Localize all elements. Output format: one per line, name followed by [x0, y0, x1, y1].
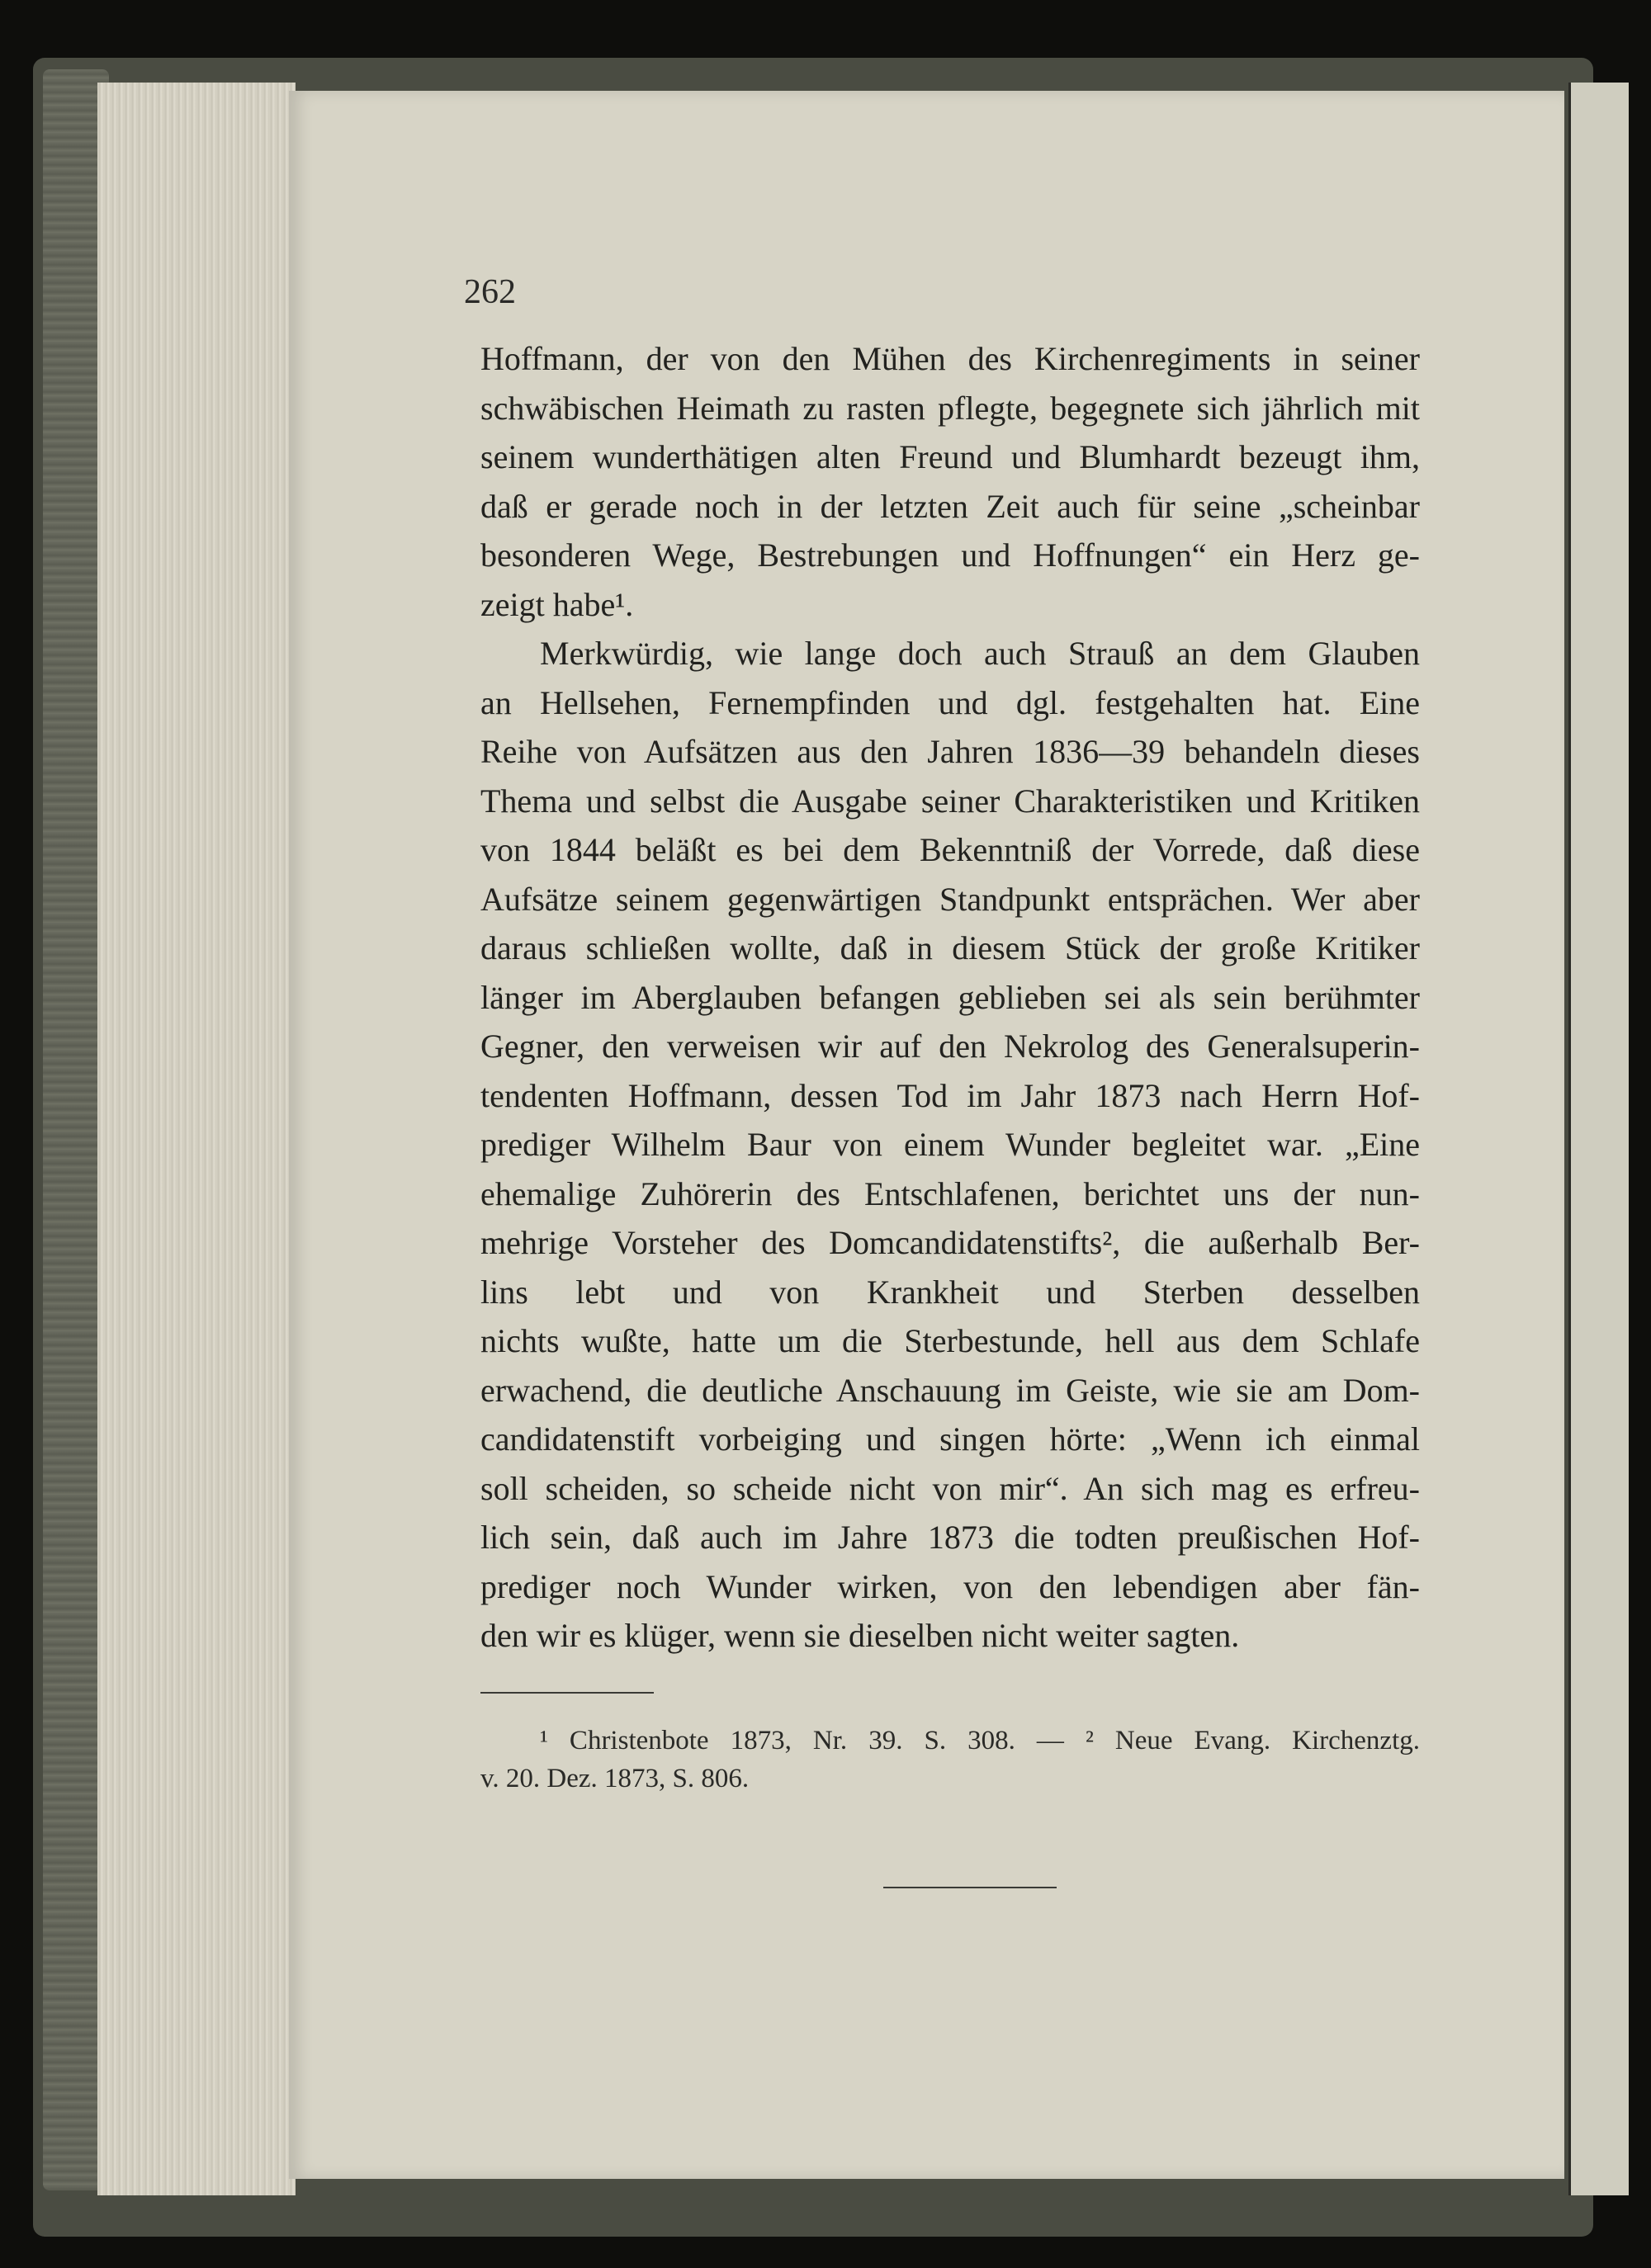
text-line: Gegner, den verweisen wir auf den Nekrolog des Generalsuperin- [480, 1028, 1420, 1065]
text-line: den wir es klüger, wenn sie dieselben nicht weiter sagten. [480, 1617, 1240, 1654]
text-line: schwäbischen Heimath zu rasten pflegte, begegnete sich jährlich mit [480, 389, 1420, 427]
facing-page-edge [1568, 83, 1629, 2195]
text-line: mehrige Vorsteher des Domcandidatenstifts², die außerhalb Ber- [480, 1224, 1420, 1261]
text-line: ehemalige Zuhörerin des Entschlafenen, berichtet uns der nun- [480, 1174, 1420, 1212]
text-line: von 1844 beläßt es bei dem Bekenntniß der Vorrede, daß diese [480, 831, 1420, 868]
text-line: Aufsätze seinem gegenwärtigen Standpunkt entsprächen. Wer aber [480, 880, 1420, 918]
text-line: lich sein, daß auch im Jahre 1873 die todten preußischen Hof- [480, 1519, 1420, 1556]
body-text [480, 334, 1420, 1661]
text-line: länger im Aberglauben befangen geblieben sei als sein berühmter [480, 978, 1420, 1016]
text-line: besonderen Wege, Bestrebungen und Hoffnungen“ ein Herz ge- [480, 536, 1420, 574]
text-line: daraus schließen wollte, daß in diesem Stück der große Kritiker [480, 929, 1420, 966]
text-line: an Hellsehen, Fernempfinden und dgl. festgehalten hat. Eine [480, 683, 1420, 721]
text-line: nichts wußte, hatte um die Sterbestunde, hell aus dem Schlafe [480, 1322, 1420, 1359]
text-line: Thema und selbst die Ausgabe seiner Charakteristiken und Kritiken [480, 782, 1420, 820]
text-line: Reihe von Aufsätzen aus den Jahren 1836—39 behandeln dieses [480, 733, 1420, 770]
book-page [289, 91, 1564, 2179]
footnote-line: v. 20. Dez. 1873, S. 806. [480, 1764, 750, 1793]
page-stack-edge [97, 83, 296, 2195]
text-line: candidatenstift vorbeiging und singen hörte: „Wenn ich einmal [480, 1420, 1420, 1458]
text-line: zeigt habe¹. [480, 585, 634, 623]
text-line: Hoffmann, der von den Mühen des Kirchenregiments in seiner [480, 340, 1420, 377]
text-line: lins lebt und von Krankheit und Sterben desselben [480, 1273, 1420, 1311]
text-line: Merkwürdig, wie lange doch auch Strauß an dem Glauben [540, 635, 1420, 672]
page-number: 262 [464, 273, 516, 311]
text-line: soll scheiden, so scheide nicht von mir“. An sich mag es erfreu- [480, 1469, 1420, 1507]
end-rule [883, 1887, 1057, 1888]
footnotes [480, 1722, 1420, 1798]
footnote-line: ¹ Christenbote 1873, Nr. 39. S. 308. — ² Neue Evang. Kirchenztg. [540, 1726, 1420, 1755]
text-line: daß er gerade noch in der letzten Zeit auch für seine „scheinbar [480, 487, 1420, 525]
text-line: tendenten Hoffmann, dessen Tod im Jahr 1873 nach Herrn Hof- [480, 1076, 1420, 1114]
text-line: seinem wunderthätigen alten Freund und Blumhardt bezeugt ihm, [480, 438, 1420, 475]
text-line: prediger noch Wunder wirken, von den lebendigen aber fän- [480, 1567, 1420, 1605]
text-line: prediger Wilhelm Baur von einem Wunder begleitet war. „Eine [480, 1126, 1420, 1163]
footnote-separator [480, 1692, 654, 1694]
text-line: erwachend, die deutliche Anschauung im Geiste, wie sie am Dom- [480, 1371, 1420, 1409]
